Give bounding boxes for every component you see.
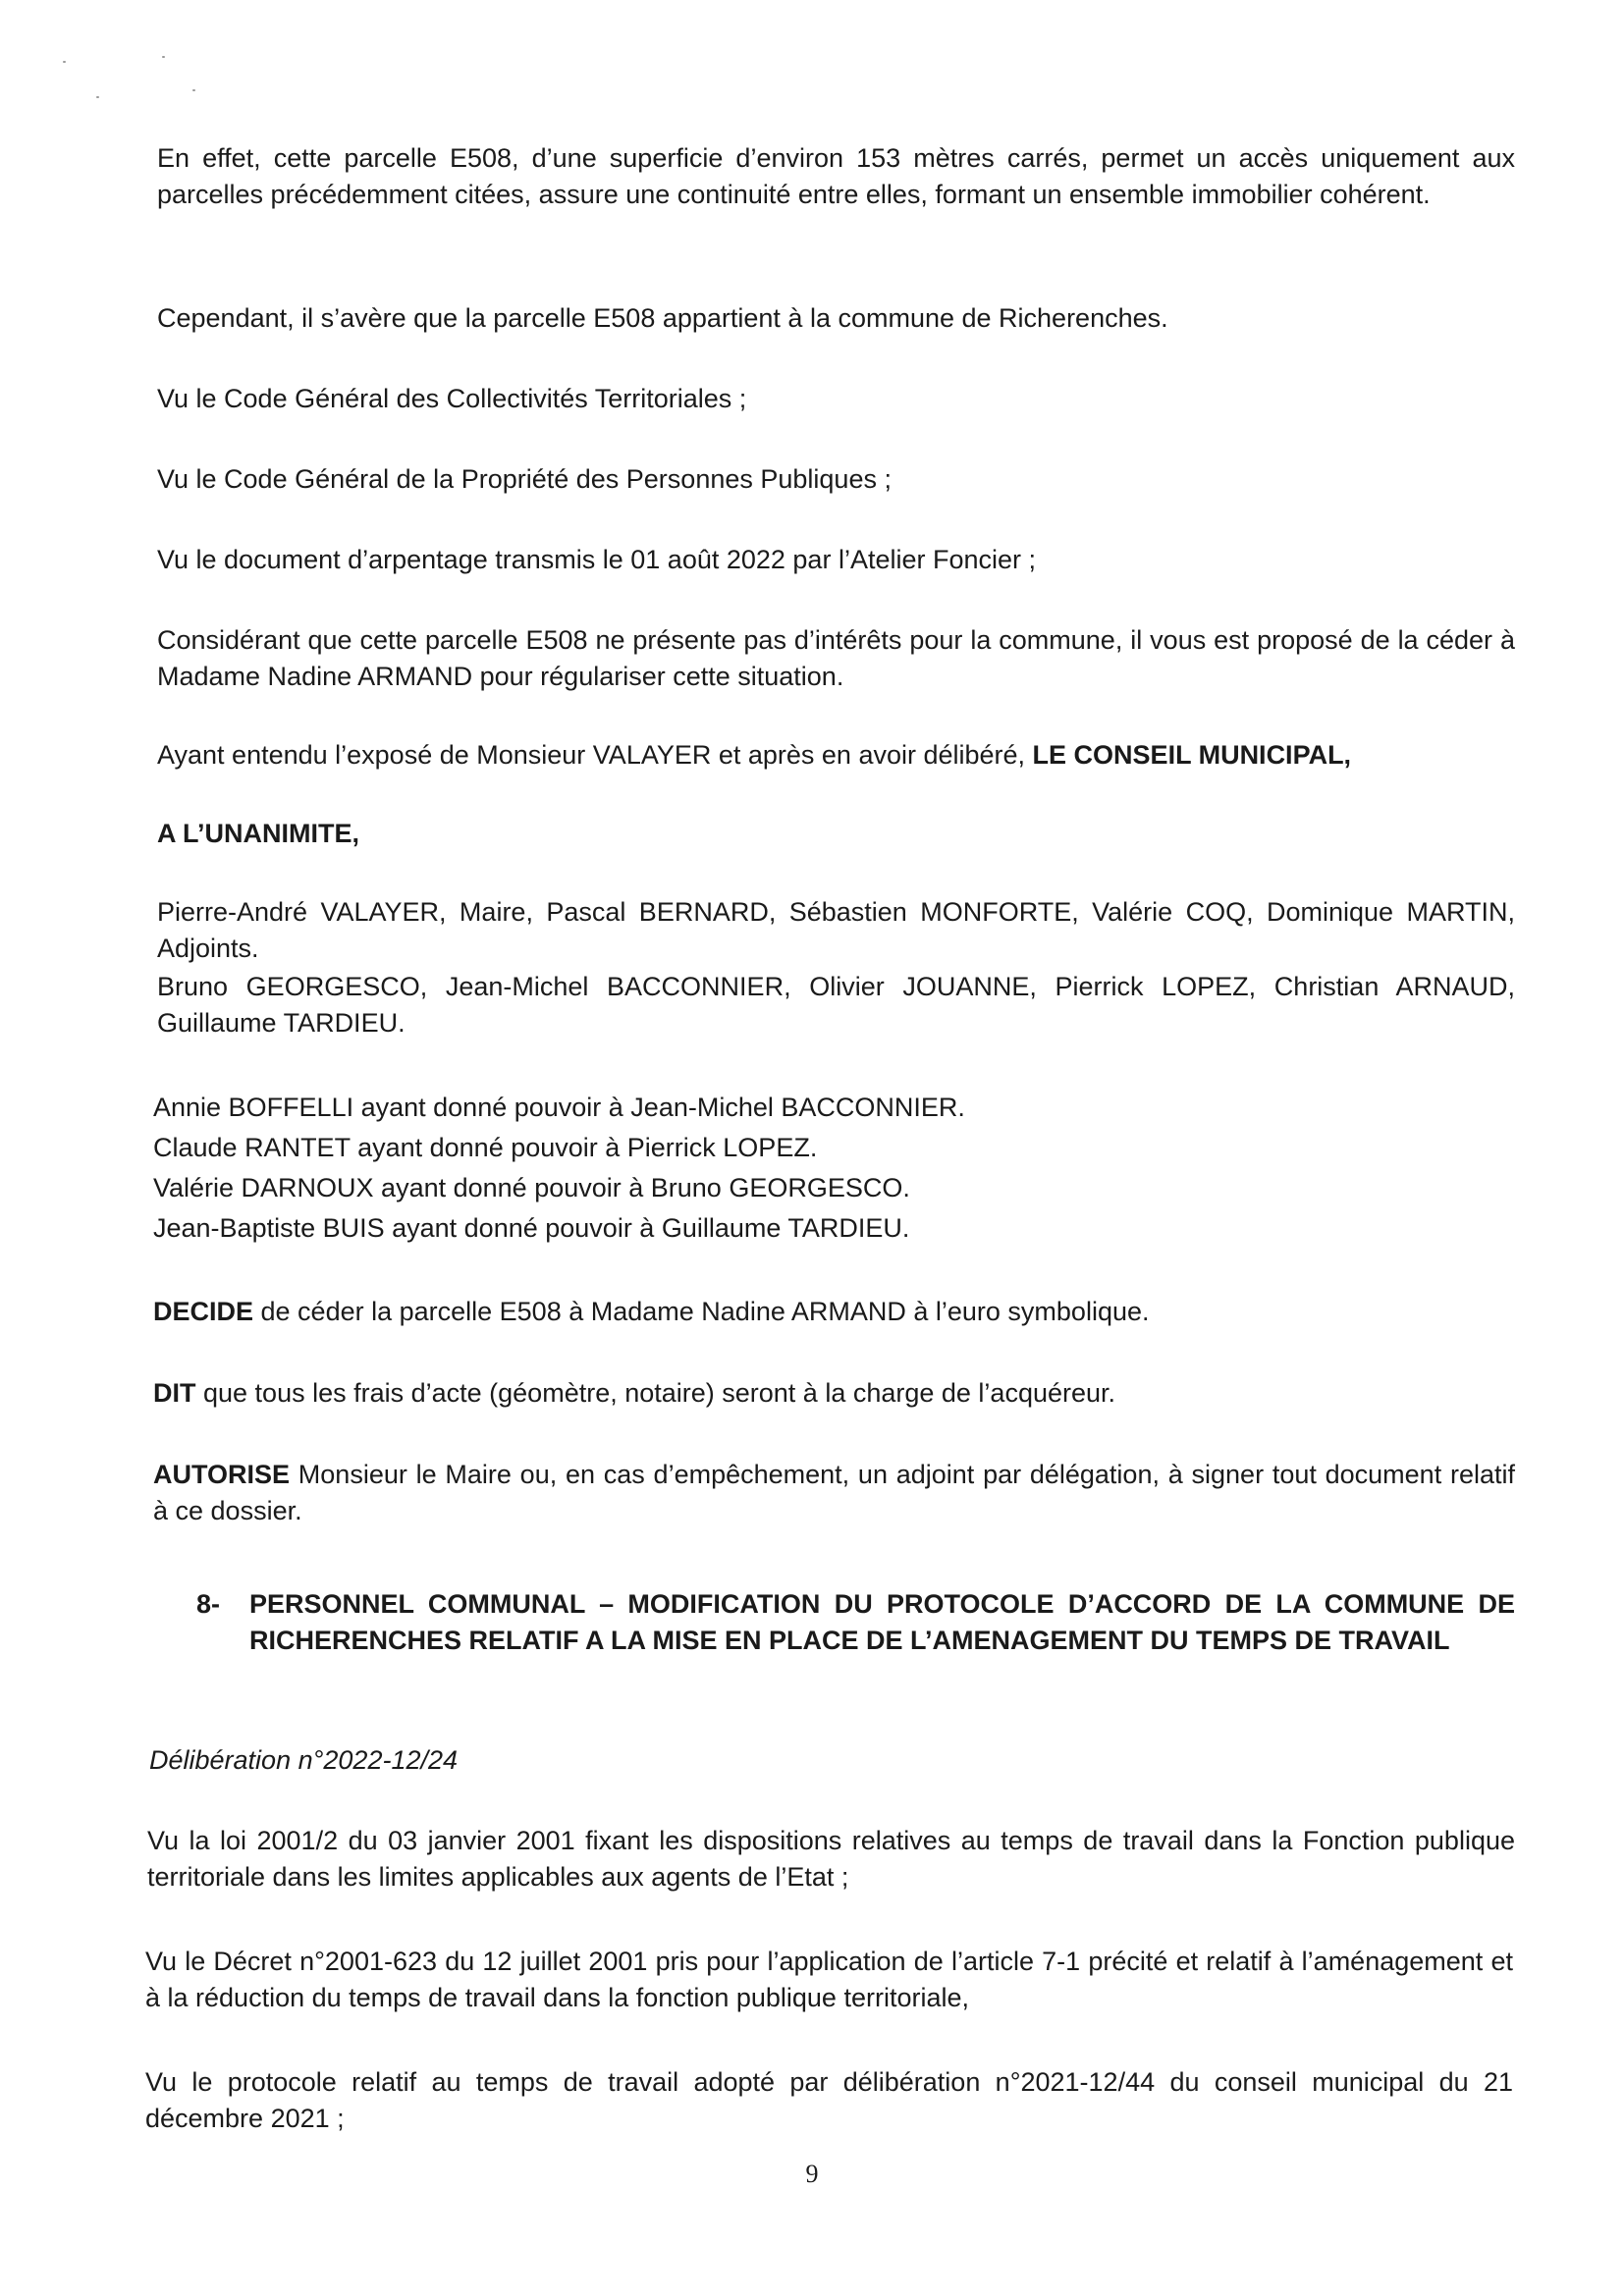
- paragraph-expose: [157, 737, 1515, 774]
- paragraph-attendees-councillors: Bruno GEORGESCO, Jean-Michel BACCONNIER, Olivier JOUANNE, Pierrick LOPEZ, Christian ARNAUD, Guillaume TARDIEU.: [157, 972, 1515, 1038]
- scan-speck: [162, 56, 165, 58]
- paragraph-vu-cgct: Vu le Code Général des Collectivités Territoriales ;: [157, 384, 747, 413]
- paragraph-autorise: [153, 1457, 1515, 1529]
- decide-text: de céder la parcelle E508 à Madame Nadine ARMAND à l’euro symbolique.: [253, 1297, 1150, 1326]
- section-heading-8: [196, 1586, 1515, 1659]
- proxy-line: Claude RANTET ayant donné pouvoir à Pierrick LOPEZ.: [153, 1133, 818, 1162]
- expose-text: Ayant entendu l’exposé de Monsieur VALAYER et après en avoir délibéré,: [157, 740, 1033, 770]
- paragraph-ownership: Cependant, il s’avère que la parcelle E508 appartient à la commune de Richerenches.: [157, 303, 1168, 333]
- paragraph-decide: [153, 1294, 1511, 1330]
- paragraph-considerant: Considérant que cette parcelle E508 ne présente pas d’intérêts pour la commune, il vous est proposé de la céder à Madame Nadine ARMAND pour régulariser cette situation.: [157, 625, 1515, 691]
- paragraph-vu-protocole: Vu le protocole relatif au temps de travail adopté par délibération n°2021-12/44 du conseil municipal du 21 décembre 2021 ;: [145, 2067, 1513, 2133]
- paragraph-vu-loi: Vu la loi 2001/2 du 03 janvier 2001 fixant les dispositions relatives au temps de travail dans la Fonction publique territoriale dans les limites applicables aux agents de l’Etat ;: [147, 1826, 1515, 1892]
- decide-label: DECIDE: [153, 1297, 254, 1326]
- dit-label: DIT: [153, 1378, 196, 1408]
- deliberation-reference: Délibération n°2022-12/24: [149, 1745, 459, 1775]
- page-number: 9: [805, 2160, 819, 2188]
- paragraph-attendees-adjoints: Pierre-André VALAYER, Maire, Pascal BERNARD, Sébastien MONFORTE, Valérie COQ, Dominique MARTIN, Adjoints.: [157, 897, 1515, 963]
- scan-speck: [96, 96, 99, 98]
- proxy-line: Annie BOFFELLI ayant donné pouvoir à Jean-Michel BACCONNIER.: [153, 1093, 965, 1122]
- paragraph-vu-cg3p: Vu le Code Général de la Propriété des Personnes Publiques ;: [157, 464, 892, 494]
- conseil-municipal-label: LE CONSEIL MUNICIPAL,: [1032, 740, 1352, 770]
- paragraph-dit: [153, 1375, 1511, 1412]
- section-number: 8-: [196, 1589, 221, 1619]
- proxy-line: Jean-Baptiste BUIS ayant donné pouvoir à Guillaume TARDIEU.: [153, 1213, 910, 1243]
- paragraph-access: En effet, cette parcelle E508, d’une superficie d’environ 153 mètres carrés, permet un accès uniquement aux parcelles précédemment citées, assure une continuité entre elles, formant un ensemble immobilier cohérent.: [157, 143, 1515, 209]
- unanimity-label: A L’UNANIMITE,: [157, 819, 359, 848]
- autorise-label: AUTORISE: [153, 1460, 291, 1489]
- paragraph-vu-arpentage: Vu le document d’arpentage transmis le 01 août 2022 par l’Atelier Foncier ;: [157, 545, 1037, 574]
- section-title: PERSONNEL COMMUNAL – MODIFICATION DU PROTOCOLE D’ACCORD DE LA COMMUNE DE RICHERENCHES RELATIF A LA MISE EN PLACE DE L’AMENAGEMENT DU TEMPS DE TRAVAIL: [249, 1589, 1515, 1655]
- dit-text: que tous les frais d’acte (géomètre, notaire) seront à la charge de l’acquéreur.: [195, 1378, 1116, 1408]
- scan-speck: [192, 89, 195, 91]
- autorise-text: Monsieur le Maire ou, en cas d’empêchement, un adjoint par délégation, à signer tout document relatif à ce dossier.: [153, 1460, 1515, 1525]
- scan-speck: [63, 61, 66, 63]
- proxy-line: Valérie DARNOUX ayant donné pouvoir à Bruno GEORGESCO.: [153, 1173, 910, 1202]
- paragraph-vu-decret: Vu le Décret n°2001-623 du 12 juillet 2001 pris pour l’application de l’article 7-1 précité et relatif à l’aménagement et à la réduction du temps de travail dans la fonction publique territoriale,: [145, 1947, 1513, 2012]
